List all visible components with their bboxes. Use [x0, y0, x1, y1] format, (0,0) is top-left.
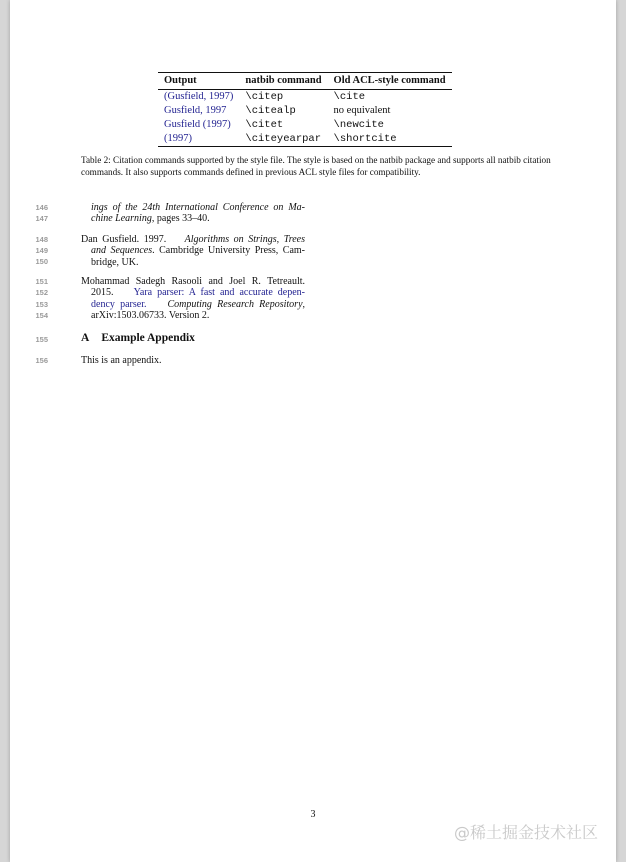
table-row [158, 104, 452, 118]
reference-text: Dan Gusfield. 1997. Algorithms on Strings, Trees [81, 234, 305, 245]
reference-text: chine Learning, pages 33–40. [91, 213, 210, 225]
table-cell-output[interactable]: (1997) [158, 132, 239, 147]
reference-link[interactable]: Yara parser: A fast and accurate depen- [133, 287, 306, 299]
reference-text: ings of the 24th International Conference on Ma- [91, 202, 305, 213]
table-header-natbib: natbib command [239, 73, 327, 90]
table-header-output: Output [158, 73, 239, 90]
table-cell-acl: \cite [333, 91, 366, 103]
page-number: 3 [310, 809, 316, 820]
table-header-acl: Old ACL-style command [328, 73, 452, 90]
reference-text: arXiv:1503.06733. Version 2. [91, 309, 210, 321]
paper-page [10, 0, 616, 862]
watermark: @稀土掘金技术社区 [454, 823, 599, 842]
appendix-paragraph: This is an appendix. [81, 355, 162, 366]
reference-entry [81, 202, 305, 225]
reference-text: 2015. Yara parser: A fast and accurate depen- [91, 287, 306, 299]
table-cell-output[interactable]: Gusfield, 1997 [164, 105, 227, 116]
reference-text: bridge, UK. [91, 256, 139, 268]
table-cell-output[interactable]: Gusfield (1997) [164, 119, 231, 130]
section-heading [81, 332, 195, 344]
table-row [158, 118, 452, 132]
line-number: 155 [35, 335, 48, 344]
line-number: 149 [35, 246, 48, 255]
table-cell-output[interactable]: (Gusfield, 1997) [164, 91, 234, 102]
line-number: 153 [35, 300, 48, 309]
table-header-row [158, 73, 452, 90]
reference-text: Mohammad Sadegh Rasooli and Joel R. Tetreault. [81, 276, 305, 287]
table-cell-acl: \newcite [333, 119, 384, 131]
section-title: Example Appendix [101, 332, 195, 344]
table-cell-natbib: \citep [245, 91, 284, 103]
citation-commands-table [158, 72, 452, 147]
table-cell-natbib: \citet [245, 119, 284, 131]
table-cell-natbib: \citeyearpar [239, 132, 327, 147]
line-number: 151 [35, 277, 48, 286]
table-caption: Table 2: Citation commands supported by the style file. The style is based on the natbib package and supports all natbib citation commands. It also supports commands defined in previous ACL style files for compatibility. [81, 155, 551, 177]
table-cell-acl: no equivalent [333, 105, 391, 116]
reference-link[interactable]: dency parser. [91, 298, 147, 310]
line-number: 152 [35, 288, 48, 297]
reference-text: and Sequences. Cambridge University Press, Cam- [91, 245, 305, 257]
line-number: 156 [35, 356, 48, 365]
line-number: 146 [35, 203, 48, 212]
reference-entry [81, 276, 305, 321]
line-number: 148 [35, 235, 48, 244]
table-row [158, 90, 452, 105]
line-number: 150 [35, 257, 48, 266]
line-number: 154 [35, 311, 48, 320]
table-row [158, 132, 452, 147]
reference-text: dency parser. Computing Research Repository, [91, 298, 306, 310]
line-number: 147 [35, 214, 48, 223]
reference-entry [81, 234, 305, 268]
section-number: A [81, 332, 90, 344]
table-cell-acl: \shortcite [328, 132, 452, 147]
table-cell-natbib: \citealp [245, 105, 296, 117]
